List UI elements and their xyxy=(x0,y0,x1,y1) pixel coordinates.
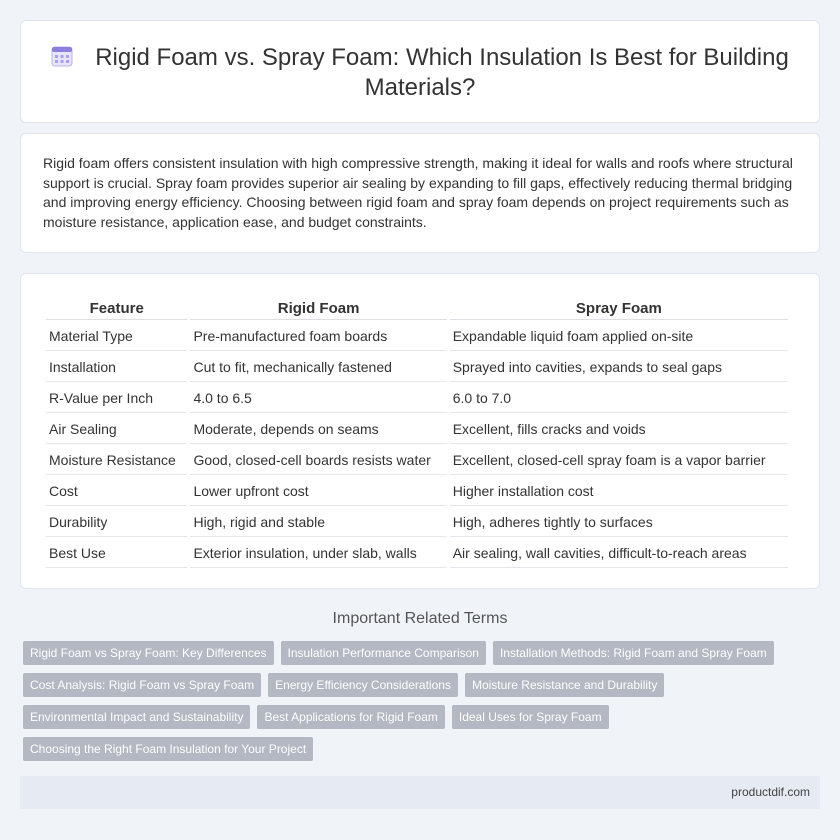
table-cell: Excellent, closed-cell spray foam is a vapor barrier xyxy=(450,446,788,475)
table-cell: Sprayed into cavities, expands to seal gaps xyxy=(450,353,788,382)
table-cell: Lower upfront cost xyxy=(190,477,446,506)
table-cell: Excellent, fills cracks and voids xyxy=(450,415,788,444)
comparison-card xyxy=(20,273,820,589)
intro-paragraph: Rigid foam offers consistent insulation with high compressive strength, making it ideal for walls and roofs where structural support is crucial. Spray foam provides superior air sealing by expanding to fill gaps, effectively reducing thermal bridging and improving energy efficiency. Choosing between rigid foam and spray foam depends on project requirements such as moisture resistance, application ease, and budget constraints. xyxy=(43,155,793,230)
header-card xyxy=(20,20,820,123)
column-header-spray-foam: Spray Foam xyxy=(450,298,788,320)
table-row xyxy=(46,508,788,537)
tag-row xyxy=(23,673,813,697)
intro-card xyxy=(20,133,820,253)
related-terms-heading: Important Related Terms xyxy=(332,610,508,627)
related-term-tag[interactable]: Rigid Foam vs Spray Foam: Key Differences xyxy=(23,641,274,665)
related-term-tag[interactable]: Insulation Performance Comparison xyxy=(281,641,486,665)
table-cell: Expandable liquid foam applied on-site xyxy=(450,322,788,351)
related-term-tag[interactable]: Environmental Impact and Sustainability xyxy=(23,705,250,729)
page-title xyxy=(51,43,789,103)
table-cell: Pre-manufactured foam boards xyxy=(190,322,446,351)
footer xyxy=(20,776,820,809)
table-row xyxy=(46,477,788,506)
table-cell: 4.0 to 6.5 xyxy=(190,384,446,413)
related-term-tag[interactable]: Installation Methods: Rigid Foam and Spray Foam xyxy=(493,641,774,665)
table-row xyxy=(46,322,788,351)
table-row xyxy=(46,446,788,475)
related-term-tag[interactable]: Moisture Resistance and Durability xyxy=(465,673,664,697)
table-cell: Good, closed-cell boards resists water xyxy=(190,446,446,475)
table-cell: Moderate, depends on seams xyxy=(190,415,446,444)
related-term-tag[interactable]: Energy Efficiency Considerations xyxy=(268,673,458,697)
comparison-table xyxy=(43,296,791,570)
tag-row xyxy=(23,641,813,665)
table-cell: R-Value per Inch xyxy=(46,384,187,413)
table-row xyxy=(46,415,788,444)
table-cell: 6.0 to 7.0 xyxy=(450,384,788,413)
title-wrap xyxy=(21,43,819,103)
related-term-tag[interactable]: Cost Analysis: Rigid Foam vs Spray Foam xyxy=(23,673,261,697)
table-cell: Material Type xyxy=(46,322,187,351)
table-cell: Air sealing, wall cavities, difficult-to-reach areas xyxy=(450,539,788,568)
table-cell: Higher installation cost xyxy=(450,477,788,506)
table-cell: Air Sealing xyxy=(46,415,187,444)
table-cell: Best Use xyxy=(46,539,187,568)
table-cell: Installation xyxy=(46,353,187,382)
table-cell: Moisture Resistance xyxy=(46,446,187,475)
tag-row xyxy=(23,705,813,729)
table-row xyxy=(46,539,788,568)
table-cell: Exterior insulation, under slab, walls xyxy=(190,539,446,568)
table-row xyxy=(46,353,788,382)
table-cell: High, adheres tightly to surfaces xyxy=(450,508,788,537)
table-cell: Cut to fit, mechanically fastened xyxy=(190,353,446,382)
related-term-tag[interactable]: Ideal Uses for Spray Foam xyxy=(452,705,609,729)
column-header-feature: Feature xyxy=(46,298,187,320)
footer-site-link[interactable]: productdif.com xyxy=(731,785,810,799)
column-header-rigid-foam: Rigid Foam xyxy=(190,298,446,320)
page-title-text: Rigid Foam vs. Spray Foam: Which Insulation Is Best for Building Materials? xyxy=(95,44,789,101)
related-terms-tags xyxy=(23,641,813,769)
table-cell: Cost xyxy=(46,477,187,506)
calendar-grid-icon xyxy=(51,45,73,67)
table-row xyxy=(46,384,788,413)
tag-row xyxy=(23,737,813,761)
table-header-row xyxy=(46,298,788,320)
related-term-tag[interactable]: Best Applications for Rigid Foam xyxy=(257,705,444,729)
table-cell: Durability xyxy=(46,508,187,537)
table-cell: High, rigid and stable xyxy=(190,508,446,537)
related-term-tag[interactable]: Choosing the Right Foam Insulation for Your Project xyxy=(23,737,313,761)
